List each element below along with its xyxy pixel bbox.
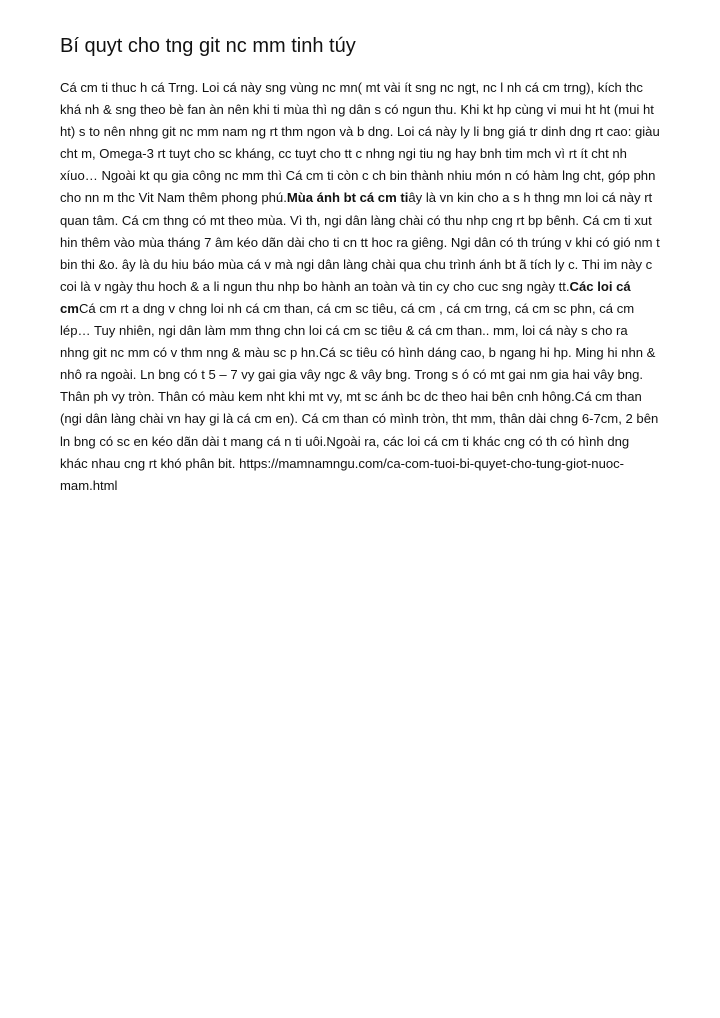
body-heading-fishing-season: Mùa ánh bt cá cm ti: [286, 190, 409, 206]
document-body: [60, 77, 660, 497]
body-text-types: Cá cm rt a dng v chng loi nh cá cm than, cá cm sc tiêu, cá cm , cá cm trng, cá cm sc phn, cá cm lép… Tuy nhiên, ngi dân làm mm thng chn loi cá cm sc tiêu & cá cm than.. mm, loi cá này s cho ra nhng git nc mm có v thm nng & màu sc p hn.Cá sc tiêu có hình dáng cao, b ngang hi hp. Ming hi nhn & nhô ra ngoài. Ln bng có t 5 – 7 vy gai gia vây ngc & vây bng. Trong s ó có mt gai nm gia hai vây bng. Thân ph vy tròn. Thân có màu kem nht khi mt vy, mt sc ánh bc dc theo hai bên cnh hông.Cá cm than (ngi dân làng chài vn hay gi là cá cm en). Cá cm than có mình tròn, tht mm, thân dài chng 6-7cm, 2 bên ln bng có sc en kéo dãn dài t mang cá n ti uôi.Ngoài ra, các loi cá cm ti khác cng có th có hình dng khác nhau cng rt khó phân bit. https://mamnamngu.com/ca-com-tuoi-bi-quyet-cho-tung-giot-nuoc-mam.html: [60, 300, 659, 493]
body-text-intro: Cá cm ti thuc h cá Trng. Loi cá này sng vùng nc mn( mt vài ít sng nc ngt, nc l nh cá cm trng), kích thc khá nh & sng theo bè fan àn nên khi ti mùa thì ng dân s có ngun thu. Khi kt hp cùng vi mui ht ht (mui ht ht) s to nên nhng git nc mm nam ng rt thm ngon và b dng. Loi cá này ly li bng giá tr dinh dng rt cao: giàu cht m, Omega-3 rt tuyt cho sc kháng, cc tuyt cho tt c nhng ngi tiu ng hay bnh tim mch vì rt ít cht nh xíuo… Ngoài kt qu gia công nc mm thì Cá cm ti còn c ch bin thành nhiu món n có hàm lng cht, góp phn cho nn m thc Vit Nam thêm phong phú.: [60, 80, 660, 206]
body-text-season: ây là vn kin cho a s h thng mn loi cá này rt quan tâm. Cá cm thng có mt theo mùa. Vì th, ngi dân làng chài có thu nhp cng rt bp bênh. Cá cm ti xut hin thêm vào mùa tháng 7 âm kéo dãn dài cho ti cn tt hoc ra giêng. Ngi dân có th trúng v khi có gió nm t bin thi &o. ây là du hiu báo mùa cá v mà ngi dân làng chài qua chu trình ánh bt ã tích ly c. Thi im này c coi là v ngày thu hoch & a li ngun thu nhp bo hành an toàn và tin cy cho cuc sng ngày tt.: [60, 190, 660, 294]
body-heading-fish-types: Các loi cá cm: [60, 278, 631, 316]
document-title: Bí quyt cho tng git nc mm tinh túy: [60, 35, 356, 57]
